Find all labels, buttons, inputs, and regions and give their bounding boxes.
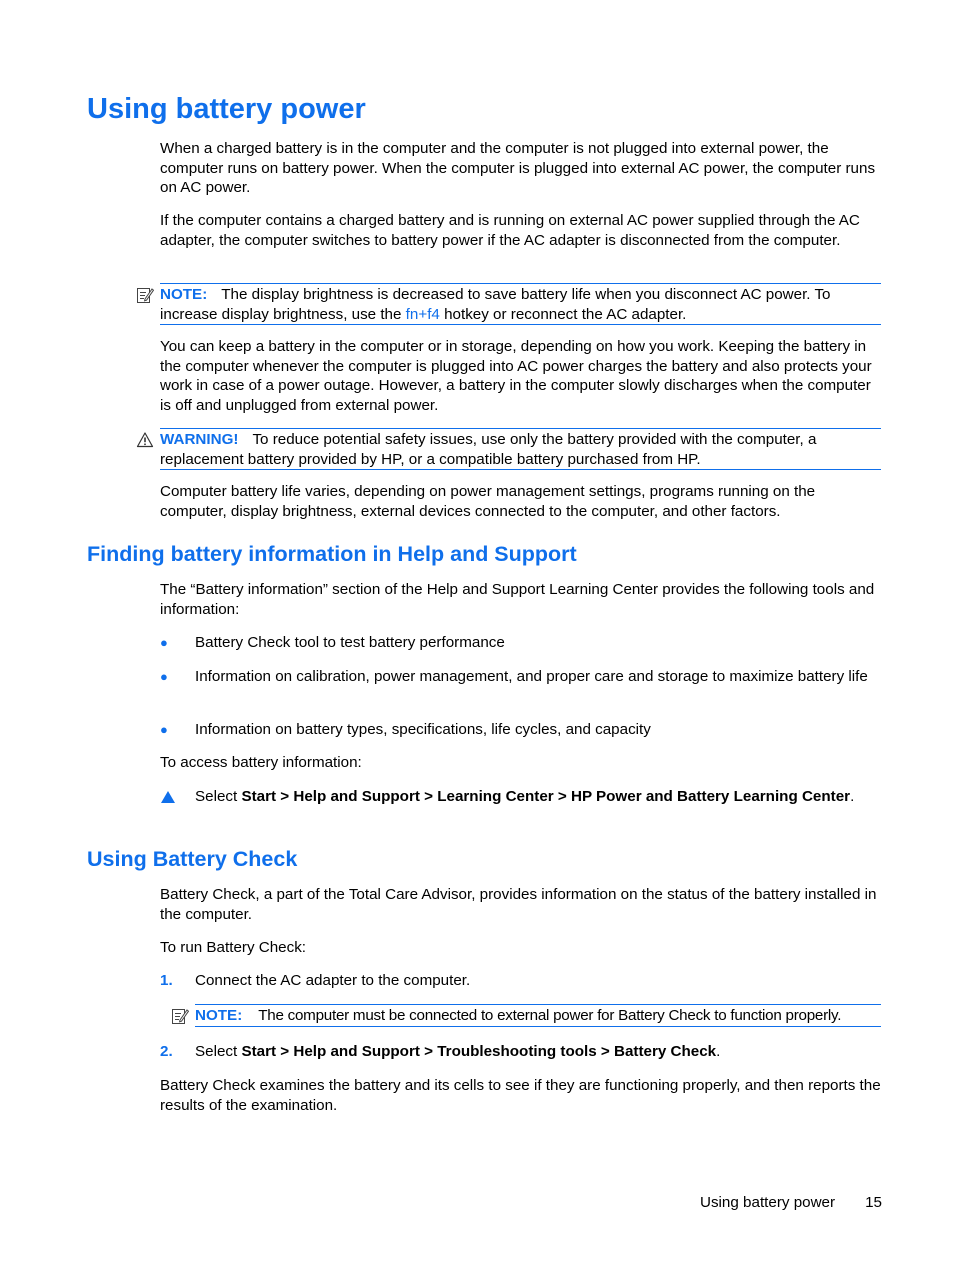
intro-paragraph-1: When a charged battery is in the computer and the computer is not plugged into external power, the computer runs on battery power. When the computer is plugged into external AC power, the computer runs on AC power. [160,140,876,197]
outro-paragraph: Battery Check examines the battery and its cells to see if they are functioning properly, and then reports the results of the examination. [160,1077,881,1114]
footer-section-title: Using battery power [700,1194,836,1211]
note-text-end: hotkey or reconnect the AC adapter. [439,305,687,323]
bullet-icon: ● [160,722,168,737]
section1-intro: The “Battery information” section of the Help and Support Learning Center provides the following tools and information: [160,581,875,618]
note-label: NOTE: [195,1007,243,1024]
section-heading-battery-check: Using Battery Check [87,847,298,871]
bullet-icon: ● [160,669,168,684]
page-footer [700,1193,884,1213]
section-heading-help-support: Finding battery information in Help and Support [87,542,577,566]
note-icon [136,286,154,304]
bullet-icon: ● [160,635,168,650]
run-paragraph: To run Battery Check: [160,939,307,956]
note-label: NOTE: [160,286,208,303]
battery-life-paragraph: Computer battery life varies, depending on power management settings, programs running on the computer, display brightness, external devices connected to the computer, and other factors. [160,483,816,520]
warning-box [160,428,881,470]
note-icon [171,1007,189,1025]
storage-paragraph: You can keep a battery in the computer or in storage, depending on how you work. Keeping the battery in the computer whenever the computer is plugged into AC power charges the battery and also protects your work in case of a power outage. However, a battery in the computer slowly discharges when the computer is off and unplugged from external power. [160,338,872,414]
note-box [160,283,881,325]
intro-paragraph-2: If the computer contains a charged battery and is running on external AC power supplied through the AC adapter, the computer switches to battery power if the AC adapter is disconnected from the computer. [160,212,860,249]
page-number: 15 [865,1194,882,1211]
section2-intro: Battery Check, a part of the Total Care Advisor, provides information on the status of the battery installed in the computer. [160,886,877,923]
note-box-battery-check [195,1004,881,1027]
triangle-step-icon [160,789,176,805]
warning-icon [136,431,154,449]
page-title: Using battery power [87,93,366,125]
warning-text: To reduce potential safety issues, use only the battery provided with the computer, a replacement battery provided by HP, or a compatible battery purchased from HP. [160,431,817,468]
fn-f4-link[interactable]: fn+f4 [405,305,440,323]
note-text: The computer must be connected to external power for Battery Check to function properly. [258,1007,842,1024]
note-text: The display brightness is decreased to save battery life when you disconnect AC power. To increase display brightness, use the [160,286,831,323]
access-paragraph: To access battery information: [160,754,362,771]
warning-label: WARNING! [160,431,239,448]
